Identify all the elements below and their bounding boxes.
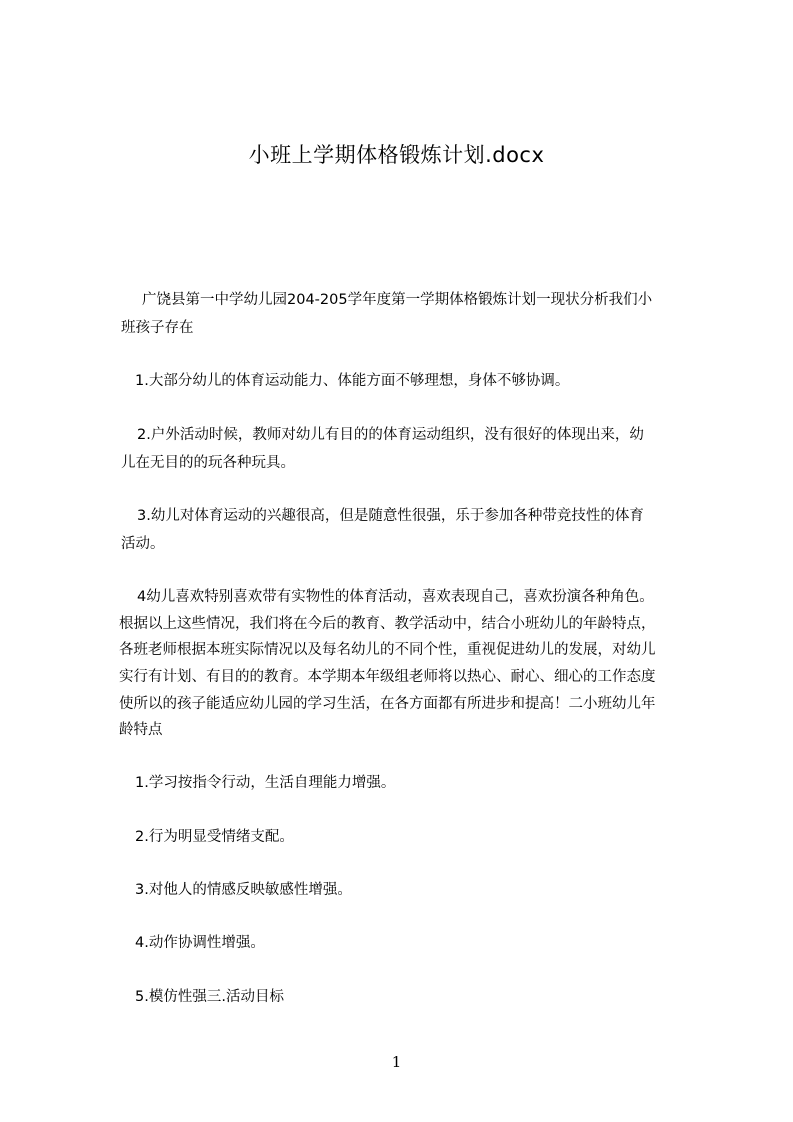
item-4-line-6: 龄特点 (119, 722, 163, 738)
item-4-line-3: 各班老师根据本班实际情况以及每名幼儿的不同个性，重视促进幼儿的发展，对幼儿 (119, 642, 656, 658)
intro-line-1: 广饶县第一中学幼儿园204-205学年度第一学期体格锻炼计划一现状分析我们小 (142, 292, 653, 308)
item-3-line-1: 3.幼儿对体育运动的兴趣很高，但是随意性很强，乐于参加各种带竞技性的体育 (137, 508, 644, 524)
intro-line-2: 班孩子存在 (121, 320, 194, 336)
age-trait-5: 5.模仿性强三.活动目标 (135, 989, 284, 1005)
item-3-line-2: 活动。 (121, 536, 165, 552)
item-4-line-4: 实行有计划、有目的的教育。本学期本年级组老师将以热心、耐心、细心的工作态度 (119, 669, 656, 685)
document-title: 小班上学期体格锻炼计划.docx (248, 143, 545, 167)
item-4-line-5: 使所以的孩子能适应幼儿园的学习生活，在各方面都有所进步和提高！二小班幼儿年 (119, 696, 656, 712)
age-trait-1: 1.学习按指令行动，生活自理能力增强。 (135, 775, 396, 791)
item-4-line-2: 根据以上这些情况，我们将在今后的教育、教学活动中，结合小班幼儿的年龄特点， (119, 616, 656, 632)
item-1: 1.大部分幼儿的体育运动能力、体能方面不够理想，身体不够协调。 (135, 373, 570, 389)
item-2-line-1: 2.户外活动时候，教师对幼儿有目的的体育运动组织，没有很好的体现出来，幼 (137, 427, 644, 443)
item-4-line-1: 4幼儿喜欢特别喜欢带有实物性的体育活动，喜欢表现自己，喜欢扮演各种角色。 (137, 589, 654, 605)
item-2-line-2: 儿在无目的的玩各种玩具。 (121, 455, 295, 471)
age-trait-4: 4.动作协调性增强。 (135, 935, 265, 951)
age-trait-2: 2.行为明显受情绪支配。 (135, 829, 294, 845)
page-number: 1 (391, 1053, 402, 1071)
age-trait-3: 3.对他人的情感反映敏感性增强。 (135, 882, 352, 898)
